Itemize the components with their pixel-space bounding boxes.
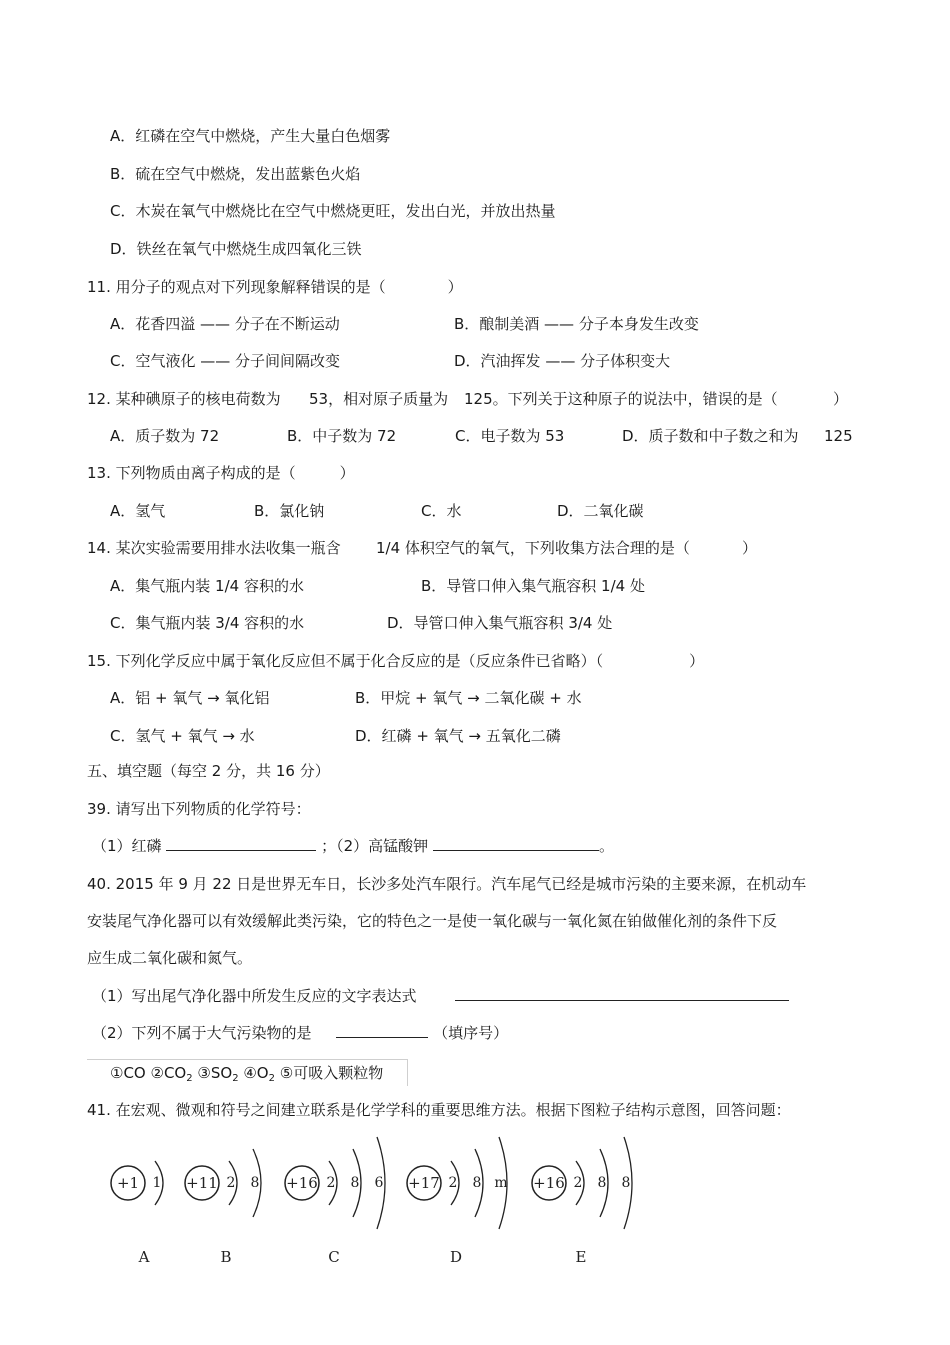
particle-d — [407, 1137, 508, 1266]
shell-electron-count: 8 — [350, 1175, 360, 1191]
q10-option-c: C．木炭在氧气中燃烧比在空气中燃烧更旺，发出白光，并放出热量 — [110, 202, 556, 220]
nucleus-charge: +17 — [408, 1174, 440, 1192]
q14-option-c: C．集气瓶内装 3/4 容积的水 — [110, 614, 305, 632]
q39-end-mark: 。 — [598, 837, 614, 855]
particle-label: C — [328, 1248, 340, 1266]
choice-3-subscript: 2 — [232, 1073, 239, 1084]
q12-stem-c: 125。下列关于这种原子的说法中，错误的是（ — [464, 390, 778, 408]
shell-electron-count: 2 — [326, 1175, 336, 1191]
q12-close-paren: ） — [833, 390, 849, 408]
q40-sub2-text: （2）下列不属于大气污染物的是 — [92, 1024, 312, 1042]
q40-sub1-text: （1）写出尾气净化器中所发生反应的文字表达式 — [92, 987, 417, 1005]
nucleus-charge: +1 — [116, 1174, 140, 1192]
q15-option-d: D．红磷 + 氧气 → 五氧化二磷 — [355, 727, 561, 745]
shell-electron-count: 8 — [472, 1175, 482, 1191]
q14-option-a: A．集气瓶内装 1/4 容积的水 — [110, 577, 304, 595]
q13-close-paren: ） — [339, 464, 355, 482]
q13-stem — [87, 463, 355, 483]
shell-electron-count: 6 — [374, 1175, 384, 1191]
particle-c — [285, 1137, 385, 1266]
particle-label: B — [220, 1248, 232, 1266]
q39-part1-blank[interactable] — [166, 836, 316, 851]
particle-diagram-svg — [100, 1120, 660, 1280]
choice-2 — [151, 1064, 193, 1082]
q10-option-a: A．红磷在空气中燃烧，产生大量白色烟雾 — [110, 127, 391, 145]
nucleus-charge: +11 — [186, 1174, 218, 1192]
q15-close-paren: ） — [689, 652, 705, 670]
q40-line-1: 40. 2015 年 9 月 22 日是世界无车日，长沙多处汽车限行。汽车尾气已经是城市污染的主要来源，在机动车 — [87, 875, 807, 893]
shell-electron-count: 8 — [250, 1175, 260, 1191]
q14-option-d: D．导管口伸入集气瓶容积 3/4 处 — [387, 614, 613, 632]
particle-a — [111, 1161, 163, 1266]
q13-option-b: B．氯化钠 — [254, 502, 325, 520]
shell-electron-count: 2 — [573, 1175, 583, 1191]
q11-stem-text: 11. 用分子的观点对下列现象解释错误的是（ — [87, 278, 386, 296]
q11-option-a: A．花香四溢 —— 分子在不断运动 — [110, 315, 340, 333]
q13-option-c: C．水 — [421, 502, 462, 520]
choice-3 — [197, 1064, 238, 1082]
shell-electron-count: 2 — [448, 1175, 458, 1191]
q15-option-a: A．铝 + 氧气 → 氧化铝 — [110, 689, 270, 707]
nucleus-charge: +16 — [533, 1174, 565, 1192]
q11-option-b: B．酿制美酒 —— 分子本身发生改变 — [454, 315, 699, 333]
particle-structure-diagrams — [100, 1120, 660, 1280]
q40-sub2-tail: （填序号） — [433, 1024, 509, 1042]
q12-option-c: C．电子数为 53 — [455, 427, 565, 445]
q15-option-b: B．甲烷 + 氧气 → 二氧化碳 + 水 — [355, 689, 582, 707]
q40-sub2 — [92, 1023, 508, 1043]
choice-4-text: ④O — [243, 1064, 269, 1082]
choice-3-text: ③SO — [197, 1064, 233, 1082]
choice-2-text: ②CO — [150, 1064, 187, 1082]
shell-electron-count: 8 — [621, 1175, 631, 1191]
particle-b — [185, 1149, 261, 1266]
q39-part1-label: （1）红磷 — [92, 837, 162, 855]
q12-option-a: A．质子数为 72 — [110, 427, 220, 445]
nucleus-charge: +16 — [286, 1174, 318, 1192]
q40-sub2-blank[interactable] — [336, 1023, 428, 1038]
q39-part2-label: ；（2）高锰酸钾 — [321, 837, 429, 855]
choice-4 — [243, 1064, 275, 1082]
q10-option-d: D．铁丝在氧气中燃烧生成四氧化三铁 — [110, 240, 362, 258]
q40-line-2: 安装尾气净化器可以有效缓解此类污染，它的特色之一是使一氧化碳与一氧化氮在铂做催化剂的条件下反 — [87, 912, 778, 930]
q14-option-b: B．导管口伸入集气瓶容积 1/4 处 — [421, 577, 645, 595]
q13-stem-text: 13. 下列物质由离子构成的是（ — [87, 464, 296, 482]
q14-stem-a: 14. 某次实验需要用排水法收集一瓶含 — [87, 539, 341, 557]
shell-electron-count: 1 — [152, 1175, 162, 1191]
q12-stem-b: 53，相对原子质量为 — [309, 390, 449, 408]
shell-electron-count: 8 — [597, 1175, 607, 1191]
q13-option-d: D．二氧化碳 — [557, 502, 644, 520]
q12-option-d-value: 125 — [824, 427, 853, 445]
q12-stem-a: 12. 某种碘原子的核电荷数为 — [87, 390, 281, 408]
q15-stem-text: 15. 下列化学反应中属于氧化反应但不属于化合反应的是（反应条件已省略）（ — [87, 652, 604, 670]
q11-option-d: D．汽油挥发 —— 分子体积变大 — [454, 352, 671, 370]
q14-close-paren: ） — [742, 539, 758, 557]
q10-option-b: B．硫在空气中燃烧，发出蓝紫色火焰 — [110, 165, 361, 183]
q13-option-a: A．氢气 — [110, 502, 166, 520]
particle-e — [532, 1137, 632, 1266]
q39-stem: 39. 请写出下列物质的化学符号： — [87, 800, 311, 818]
q14-stem-b: 1/4 体积空气的氧气，下列收集方法合理的是（ — [376, 539, 690, 557]
q40-sub1 — [92, 986, 789, 1006]
q15-option-c: C．氢气 + 氧气 → 水 — [110, 727, 255, 745]
choice-1: ①CO — [110, 1064, 146, 1082]
q12-option-d: D．质子数和中子数之和为 — [622, 427, 799, 445]
q39-part2-blank[interactable] — [433, 836, 599, 851]
q11-option-c: C．空气液化 —— 分子间间隔改变 — [110, 352, 341, 370]
q40-choices — [110, 1063, 383, 1089]
choice-2-subscript: 2 — [186, 1073, 193, 1084]
q40-line-3: 应生成二氧化碳和氮气。 — [87, 949, 253, 967]
choice-4-subscript: 2 — [268, 1073, 275, 1084]
section-heading: 五、填空题（每空 2 分，共 16 分） — [87, 762, 330, 780]
q39-answers — [92, 836, 614, 856]
particle-label: D — [449, 1248, 463, 1266]
q41-stem: 41. 在宏观、微观和符号之间建立联系是化学学科的重要思维方法。根据下图粒子结构示意图，回答问题： — [87, 1101, 791, 1119]
particle-label: A — [138, 1248, 150, 1266]
particle-label: E — [575, 1248, 587, 1266]
choice-5: ⑤可吸入颗粒物 — [279, 1064, 384, 1082]
q15-stem — [87, 651, 704, 671]
q11-close-paren: ） — [447, 278, 463, 296]
shell-electron-count: m — [494, 1175, 508, 1191]
shell-electron-count: 2 — [226, 1175, 236, 1191]
q11-stem — [87, 277, 463, 297]
q40-sub1-blank[interactable] — [455, 986, 789, 1001]
q12-option-b: B．中子数为 72 — [287, 427, 397, 445]
